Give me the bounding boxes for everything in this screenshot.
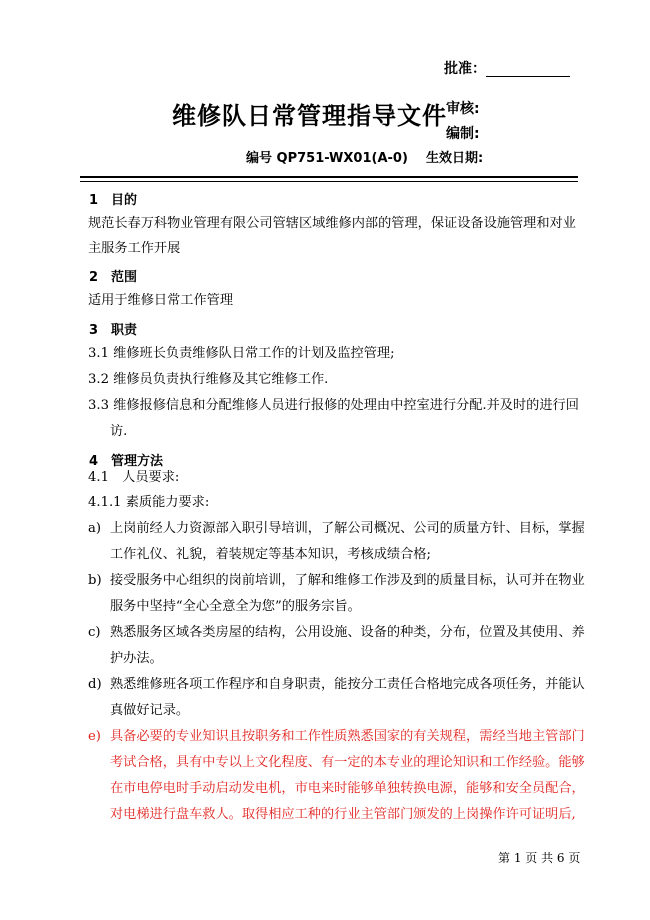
page-number: 第 1 页 共 6 页	[498, 851, 581, 865]
duty-3-3-line1: 3.3 维修报修信息和分配维修人员进行报修的处理由中控室进行分配.并及时的进行回	[88, 398, 579, 413]
list-item-e-line3: 在市电停电时手动启动发电机，市电来时能够单独转换电源，能够和安全员配合，	[110, 781, 585, 796]
section-1-text-line2: 主服务工作开展	[88, 241, 181, 256]
list-item-c-line1: 熟悉服务区域各类房屋的结构，公用设施、设备的种类，分布，位置及其使用、养	[110, 625, 585, 640]
subsection-4-1: 4.1 人员要求:	[88, 470, 180, 485]
list-item-d-label: d)	[88, 677, 102, 692]
header-rule-thick	[80, 176, 578, 178]
document-title: 维修队日常管理指导文件	[172, 102, 447, 130]
list-item-e-line4: 对电梯进行盘车救人。取得相应工种的行业主管部门颁发的上岗操作许可证明后,	[110, 807, 576, 822]
list-item-b-line1: 接受服务中心组织的岗前培训，了解和维修工作涉及到的质量目标，认可并在物业	[110, 573, 585, 588]
compile-label: 编制:	[446, 126, 480, 142]
list-item-d-line1: 熟悉维修班各项工作程序和自身职责，能按分工责任合格地完成各项任务，并能认	[110, 677, 585, 692]
list-item-a-label: a)	[88, 521, 102, 536]
approve-label: 批准：	[444, 61, 486, 77]
section-4-title: 4 管理方法	[89, 454, 164, 469]
header-rule-thin	[80, 181, 578, 182]
list-item-d-line2: 真做好记录。	[110, 703, 190, 718]
list-item-e-label: e)	[88, 729, 101, 744]
section-2-text: 适用于维修日常工作管理	[88, 293, 234, 308]
list-item-a-line1: 上岗前经人力资源部入职引导培训，了解公司概况、公司的质量方针、目标，掌握	[110, 521, 585, 536]
duty-3-2: 3.2 维修员负责执行维修及其它维修工作.	[88, 372, 329, 387]
list-item-b-label: b)	[88, 573, 102, 588]
section-2-title: 2 范围	[89, 270, 138, 285]
list-item-c-label: c)	[88, 625, 101, 640]
review-label: 审核:	[446, 101, 480, 117]
effective-date-label: 生效日期:	[426, 151, 484, 166]
list-item-c-line2: 护办法。	[110, 651, 163, 666]
section-1-text-line1: 规范长春万科物业管理有限公司管辖区域维修内部的管理，保证设备设施管理和对业	[88, 216, 576, 231]
approve-signature-line	[486, 76, 570, 77]
list-item-e-line1: 具备必要的专业知识且按职务和工作性质熟悉国家的有关规程，需经当地主管部门	[110, 729, 585, 744]
list-item-a-line2: 工作礼仪、礼貌，着装规定等基本知识，考核成绩合格;	[110, 547, 431, 562]
list-item-b-line2: 服务中坚持“全心全意全为您”的服务宗旨。	[110, 599, 361, 614]
document-number: 编号 QP751-WX01(A-0)	[246, 151, 408, 166]
duty-3-1: 3.1 维修班长负责维修队日常工作的计划及监控管理;	[88, 346, 395, 361]
subsection-4-1-1: 4.1.1 素质能力要求:	[88, 495, 210, 510]
duty-3-3-line2: 访.	[110, 424, 128, 439]
list-item-e-line2: 考试合格，具有中专以上文化程度、有一定的本专业的理论知识和工作经验。能够	[110, 755, 585, 770]
section-1-title: 1 目的	[89, 193, 138, 208]
section-3-title: 3 职责	[89, 323, 138, 338]
